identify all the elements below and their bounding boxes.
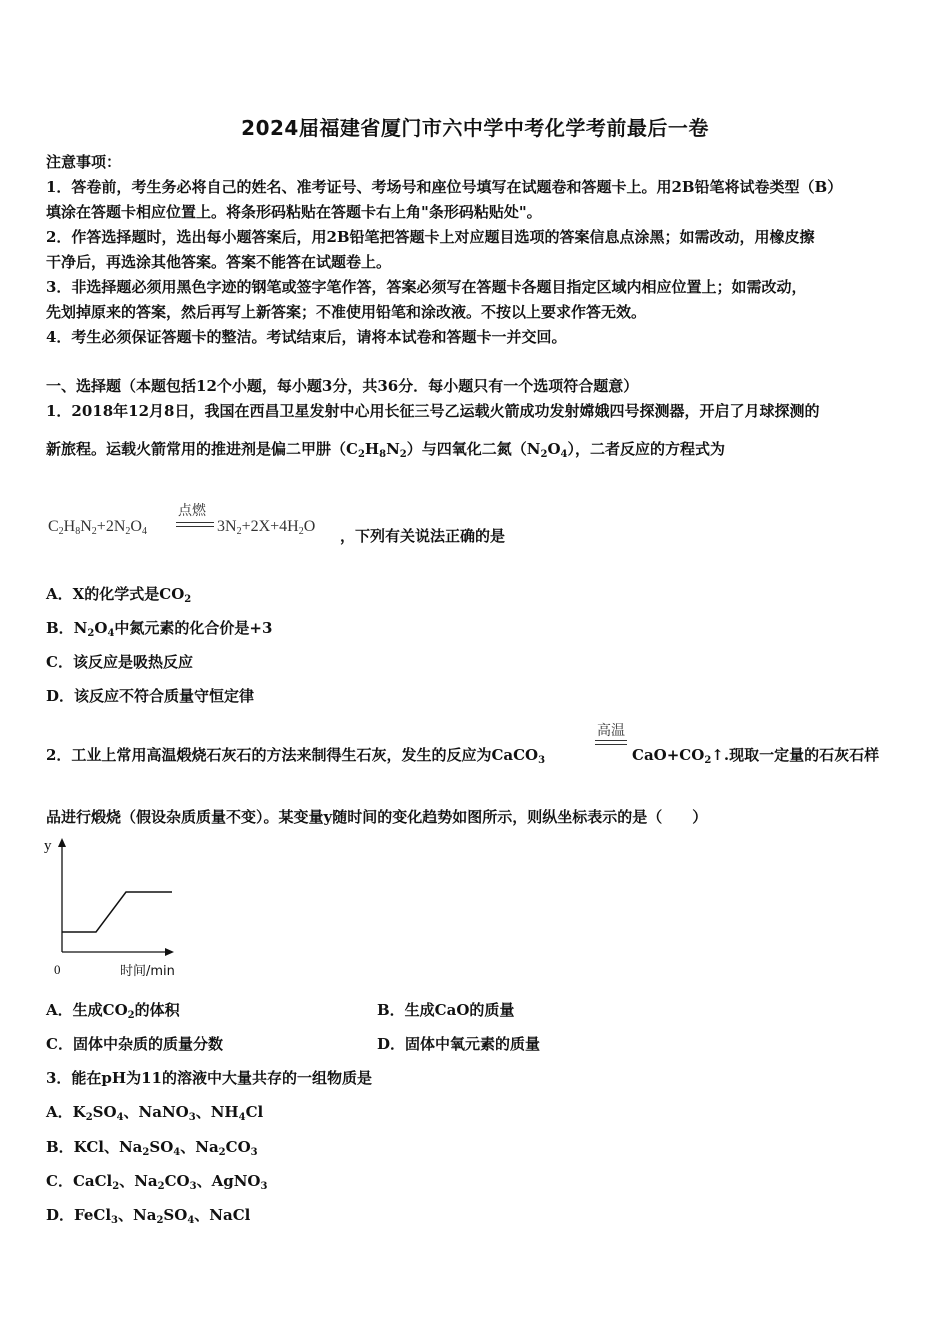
q2-equation-condition: 高温 [597, 723, 625, 739]
graph-origin-label: 0 [54, 962, 61, 977]
graph-curve [62, 892, 172, 932]
q3-option-b: B．KCl、$Na_2SO_4$、$Na_2CO_3$ [46, 1138, 258, 1158]
notice-line: 先划掉原来的答案，然后再写上新答案；不准使用铅笔和涂改液。不按以上要求作答无效。 [46, 303, 647, 321]
q1-option-c: C．该反应是吸热反应 [46, 653, 193, 671]
q1-equation-double-line [176, 522, 214, 523]
notice-line: 2．作答选择题时，选出每小题答案后，用2B铅笔把答题卡上对应题目选项的答案信息点涂黑；如需改动，用橡皮擦 [46, 228, 815, 246]
q2-equation-double-line [595, 740, 627, 741]
q2-stem-line1-part2: $CaO+CO_2↑$.现取一定量的石灰石样 [632, 746, 880, 766]
page-title: 2024届福建省厦门市六中学中考化学考前最后一卷 [241, 116, 709, 140]
q1-stem-line2: 新旅程。运载火箭常用的推进剂是偏二甲肼$(C_2H_8N_2)$与四氧化二氮$(N_2O_4)$，二者反应的方程式为 [46, 440, 726, 460]
notice-line: 干净后，再选涂其他答案。答案不能答在试题卷上。 [46, 253, 392, 271]
graph-y-arrow-icon [58, 838, 66, 847]
q1-equation-reactants: $C_2H_8N_2+2N_2O_4$ [48, 518, 147, 537]
q2-option-c: C．固体中杂质的质量分数 [46, 1035, 223, 1053]
section-heading: 一、选择题（本题包括12个小题，每小题3分，共36分．每小题只有一个选项符合题意） [46, 377, 639, 395]
q1-option-d: D．该反应不符合质量守恒定律 [46, 687, 255, 705]
q2-stem-line2: 品进行煅烧（假设杂质质量不变）。某变量y随时间的变化趋势如图所示，则纵坐标表示的是（ ） [46, 808, 708, 826]
q3-stem: 3．能在pH为11的溶液中大量共存的一组物质是 [46, 1069, 372, 1087]
q1-equation-double-line [176, 526, 214, 527]
q2-stem-line1-part1: 2．工业上常用高温煅烧石灰石的方法来制得生石灰，发生的反应为CaCO$_3$ [46, 746, 546, 766]
q3-option-d: D．FeCl$_3$、$Na_2SO_4$、NaCl [46, 1206, 251, 1226]
q1-equation-tail: ，下列有关说法正确的是 [340, 527, 506, 545]
q2-option-b: B．生成CaO的质量 [377, 1001, 515, 1019]
q1-stem-line1: 1．2018年12月8日，我国在西昌卫星发射中心用长征三号乙运载火箭成功发射嫦娥四号探测器，开启了月球探测的 [46, 402, 820, 420]
q2-option-a: A．生成$CO_2$的体积 [46, 1001, 180, 1021]
notice-line: 4．考生必须保证答题卡的整洁。考试结束后，请将本试卷和答题卡一并交回。 [46, 328, 567, 346]
graph-x-arrow-icon [165, 948, 174, 956]
graph-x-label: 时间/min [120, 964, 175, 979]
q2-option-d: D．固体中氧元素的质量 [377, 1035, 541, 1053]
q1-option-a: A．X的化学式是$CO_2$ [46, 585, 192, 605]
q3-option-c: C．CaCl$_2$、$Na_2CO_3$、AgNO$_3$ [46, 1172, 268, 1192]
q1-equation-products: $3N_2+2X+4H_2O$ [217, 518, 316, 537]
notice-line: 填涂在答题卡相应位置上。将条形码粘贴在答题卡右上角"条形码粘贴处"。 [46, 203, 542, 221]
q1-option-b: B．$N_2O_4$中氮元素的化合价是+3 [46, 619, 273, 639]
q2-graph [40, 832, 200, 982]
notice-line: 3．非选择题必须用黑色字迹的钢笔或签字笔作答，答案必须写在答题卡各题目指定区域内相应位置上；如需改动， [46, 278, 807, 296]
notice-heading: 注意事项： [46, 153, 122, 171]
q2-equation-double-line [595, 744, 627, 745]
q1-equation-condition: 点燃 [178, 503, 206, 519]
q3-option-a: A．$K_2SO_4$、NaNO$_3$、$NH_4Cl$ [46, 1103, 264, 1123]
graph-y-label: y [44, 838, 52, 854]
notice-line: 1．答卷前，考生务必将自己的姓名、准考证号、考场号和座位号填写在试题卷和答题卡上。用2B铅笔将试卷类型（B） [46, 178, 843, 196]
